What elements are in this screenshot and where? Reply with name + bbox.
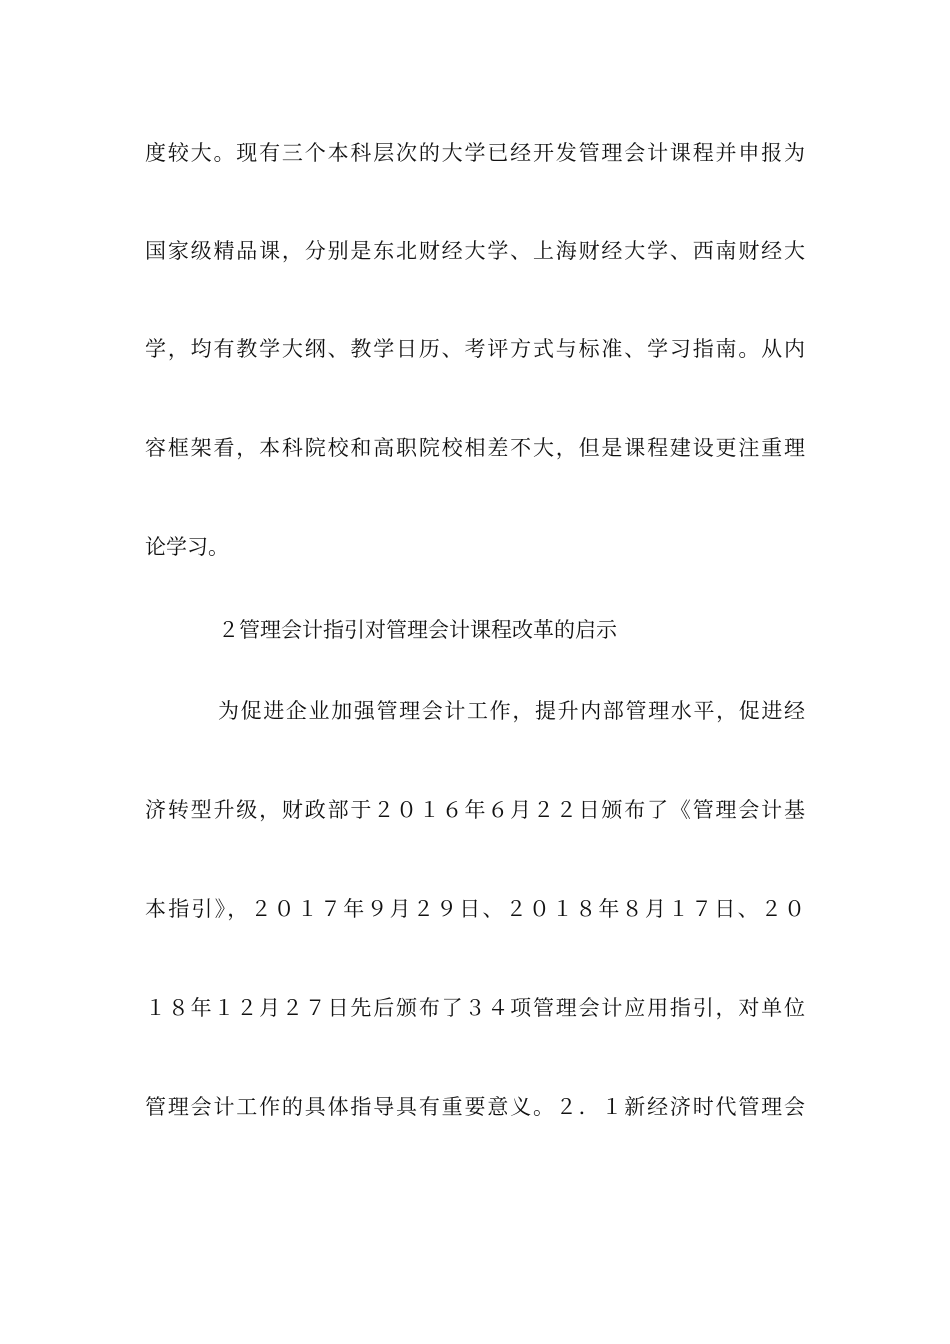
paragraph-line: 本指引》，２０１７年９月２９日、２０１８年８月１７日、２０ [145, 897, 805, 921]
paragraph-line: 国家级精品课，分别是东北财经大学、上海财经大学、西南财经大 [145, 239, 805, 263]
paragraph-line: 容框架看，本科院校和高职院校相差不大，但是课程建设更注重理 [145, 436, 805, 460]
paragraph-line: 济转型升级，财政部于２０１６年６月２２日颁布了《管理会计基 [145, 798, 805, 822]
paragraph-line: 学，均有教学大纲、教学日历、考评方式与标准、学习指南。从内 [145, 337, 805, 361]
paragraph-line: １８年１２月２７日先后颁布了３４项管理会计应用指引，对单位 [145, 996, 805, 1020]
paragraph-line: 为促进企业加强管理会计工作，提升内部管理水平，促进经 [218, 699, 805, 723]
paragraph-line: 论学习。 [145, 535, 229, 559]
paragraph-line: 管理会计工作的具体指导具有重要意义。２．１新经济时代管理会 [145, 1095, 805, 1119]
section-heading: ２管理会计指引对管理会计课程改革的启示 [218, 618, 617, 642]
paragraph-line: 度较大。现有三个本科层次的大学已经开发管理会计课程并申报为 [145, 141, 805, 165]
